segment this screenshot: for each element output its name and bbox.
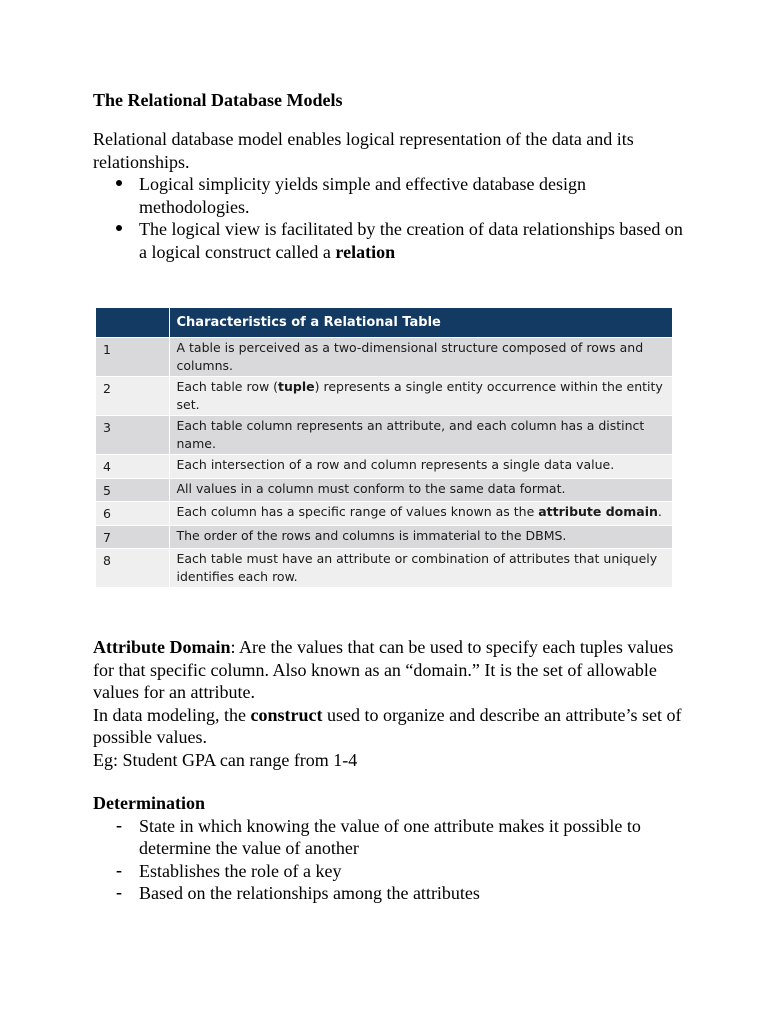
row-text-pre: Each column has a specific range of values known as the — [176, 504, 539, 519]
row-number: 5 — [96, 478, 169, 502]
table-row — [96, 377, 672, 416]
row-text — [169, 525, 672, 549]
construct-term: construct — [250, 704, 323, 725]
intro-section — [93, 128, 683, 263]
determination-list — [93, 815, 683, 905]
bullet-list — [93, 173, 683, 263]
dash-marker: - — [116, 882, 122, 902]
row-text — [169, 338, 672, 377]
dash-marker: - — [116, 814, 122, 835]
attribute-domain-term: Attribute Domain — [93, 637, 231, 657]
table-row — [96, 525, 672, 549]
table-header-number — [96, 308, 169, 338]
attribute-domain-definition: : Are the values that can be used to specify each tuples values for that specific column. Also known as an “domain.” It is the set of allowable values for an attribute. — [93, 637, 674, 702]
bullet-item — [93, 173, 683, 218]
table-header-row — [96, 308, 672, 338]
row-text — [169, 455, 672, 479]
bullet-item — [93, 218, 683, 263]
row-text-bold: attribute domain — [538, 504, 658, 519]
row-text-pre: Each table row ( — [176, 379, 279, 394]
row-text — [169, 549, 672, 588]
row-number: 3 — [96, 416, 169, 455]
title-block — [93, 89, 683, 111]
document-title: The Relational Database Models — [93, 90, 343, 110]
row-text-post: . — [657, 504, 662, 519]
table-header-title: Characteristics of a Relational Table — [169, 308, 672, 338]
attribute-domain-paragraph — [93, 636, 683, 704]
table-row — [96, 549, 672, 588]
bullet-bold-term: relation — [335, 241, 396, 262]
row-text-pre: Each table must have an attribute or combination of attributes that uniquely identifies each row. — [176, 551, 658, 584]
row-text — [169, 377, 672, 416]
row-number: 1 — [96, 338, 169, 377]
determination-heading-text: Determination — [93, 793, 205, 813]
list-item-text: State in which knowing the value of one attribute makes it possible to determine the value of another — [139, 815, 641, 858]
list-item-text: Establishes the role of a key — [139, 860, 342, 881]
table-row — [96, 455, 672, 479]
dash-marker: - — [116, 859, 122, 880]
characteristics-table — [96, 308, 672, 587]
attribute-domain-section — [93, 636, 683, 771]
data-modeling-pre: In data modeling, the — [93, 704, 251, 725]
row-text-pre: All values in a column must conform to the same data format. — [176, 480, 566, 496]
bullet-text: Logical simplicity yields simple and effective database design methodologies. — [139, 174, 587, 217]
row-text-post: ) represents a single entity occurrence within the entity set. — [176, 379, 663, 412]
table-row — [96, 478, 672, 502]
table-row — [96, 416, 672, 455]
row-text-pre: The order of the rows and columns is immaterial to the DBMS. — [176, 527, 567, 543]
row-text-bold: tuple — [278, 379, 315, 394]
determination-section — [93, 792, 683, 905]
intro-paragraph: Relational database model enables logical representation of the data and its relationships. — [93, 129, 634, 172]
list-item-text: Based on the relationships among the attributes — [139, 883, 480, 903]
row-text — [169, 478, 672, 502]
list-item — [93, 860, 683, 883]
bullet-text: The logical view is facilitated by the creation of data relationships based on a logical construct called a — [139, 219, 683, 262]
list-item — [93, 882, 683, 905]
row-number: 2 — [96, 377, 169, 416]
row-number: 8 — [96, 549, 169, 588]
data-modeling-post: used to organize and describe an attribute’s set of possible values. — [93, 704, 682, 747]
row-text — [169, 416, 672, 455]
determination-heading — [93, 792, 683, 815]
data-modeling-paragraph — [93, 704, 683, 749]
table-row — [96, 338, 672, 377]
example-line: Eg: Student GPA can range from 1-4 — [93, 749, 358, 770]
list-item — [93, 815, 683, 860]
row-text-pre: A table is perceived as a two-dimensional structure composed of rows and columns. — [176, 340, 644, 373]
row-number: 6 — [96, 502, 169, 526]
row-text-pre: Each intersection of a row and column represents a single data value. — [176, 457, 615, 472]
row-text-pre: Each table column represents an attribute, and each column has a distinct name. — [176, 418, 645, 451]
row-number: 7 — [96, 525, 169, 549]
table-row — [96, 502, 672, 526]
row-text — [169, 502, 672, 526]
row-number: 4 — [96, 455, 169, 479]
